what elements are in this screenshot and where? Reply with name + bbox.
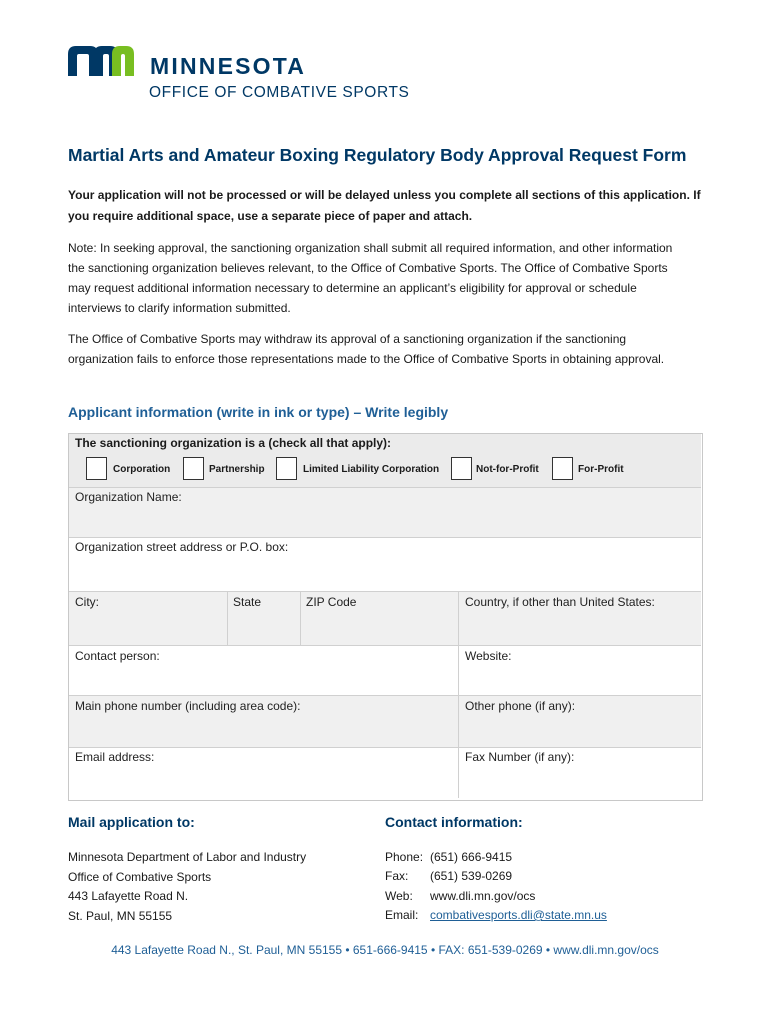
checkbox-llc[interactable]: [276, 457, 297, 480]
email-link[interactable]: combativesports.dli@state.mn.us: [430, 908, 607, 922]
checkbox-for-profit[interactable]: [552, 457, 573, 480]
web-label: Web:: [385, 889, 413, 903]
checkbox-not-for-profit[interactable]: [451, 457, 472, 480]
checkbox-label-corporation: Corporation: [113, 464, 171, 475]
divider: [300, 592, 301, 645]
state-label: State: [233, 595, 262, 609]
fax-value: (651) 539-0269: [430, 869, 513, 883]
street-label: Organization street address or P.O. box:: [75, 540, 289, 554]
contact-person-label: Contact person:: [75, 649, 160, 663]
city-state-zip-row: [69, 591, 458, 646]
fax-label: Fax:: [385, 869, 409, 883]
country-label: Country, if other than United States:: [465, 595, 655, 609]
other-phone-label: Other phone (if any):: [465, 699, 576, 713]
mn-logo-icon: [68, 44, 136, 76]
mail-address: [68, 848, 306, 926]
checkbox-label-not-for-profit: Not-for-Profit: [476, 464, 539, 475]
section-heading: Applicant information (write in ink or type) – Write legibly: [68, 404, 449, 420]
intro-warning: Your application will not be processed or will be delayed unless you complete all sections of this application. If you require additional space, use a separate piece of paper and attach.: [68, 188, 701, 223]
checkbox-label-for-profit: For-Profit: [578, 464, 624, 475]
org-name-label: Organization Name:: [75, 490, 182, 504]
email-label: Email address:: [75, 750, 155, 764]
address-line: St. Paul, MN 55155: [68, 908, 173, 923]
brand-subtitle: OFFICE OF COMBATIVE SPORTS: [149, 84, 410, 101]
divider: [458, 592, 459, 798]
main-phone-label: Main phone number (including area code):: [75, 699, 301, 713]
checkbox-label-partnership: Partnership: [209, 464, 265, 475]
contact-heading: Contact information:: [385, 814, 523, 830]
checkbox-partnership[interactable]: [183, 457, 204, 480]
checkbox-corporation[interactable]: [86, 457, 107, 480]
brand-name: MINNESOTA: [150, 53, 307, 79]
web-value: www.dli.mn.gov/ocs: [430, 889, 536, 903]
city-label: City:: [75, 595, 99, 609]
footer: 443 Lafayette Road N., St. Paul, MN 55155 • 651-666-9415 • FAX: 651-539-0269 • www.dli.mn.gov/ocs: [111, 943, 659, 957]
zip-label: ZIP Code: [306, 595, 357, 609]
org-type-prompt: The sanctioning organization is a (check all that apply):: [75, 436, 392, 450]
withdraw-paragraph: The Office of Combative Sports may withdraw its approval of a sanctioning organization if the sanctioning organization fails to enforce those representations made to the Office of Combative Sports in obtaining approval.: [68, 332, 665, 366]
address-line: 443 Lafayette Road N.: [68, 889, 189, 903]
phone-label: Phone:: [385, 850, 424, 864]
page-title: Martial Arts and Amateur Boxing Regulatory Body Approval Request Form: [68, 145, 687, 165]
phone-value: (651) 666-9415: [430, 850, 513, 864]
email-contact-label: Email:: [385, 908, 419, 922]
divider: [227, 592, 228, 645]
address-line: Office of Combative Sports: [68, 869, 212, 884]
website-label: Website:: [465, 649, 512, 663]
checkbox-label-llc: Limited Liability Corporation: [303, 464, 440, 475]
mail-heading: Mail application to:: [68, 814, 195, 830]
fax-label: Fax Number (if any):: [465, 750, 575, 764]
note-paragraph: Note: In seeking approval, the sanctioning organization shall submit all required information, and other information the sanctioning organization believes relevant, to the Office of Combative Sports. The Office of Combative Sports may request additional information necessary to determine an applicant’s eligibility for approval or schedule interviews to clarify information submitted.: [68, 241, 673, 315]
address-line: Minnesota Department of Labor and Industry: [68, 850, 307, 864]
